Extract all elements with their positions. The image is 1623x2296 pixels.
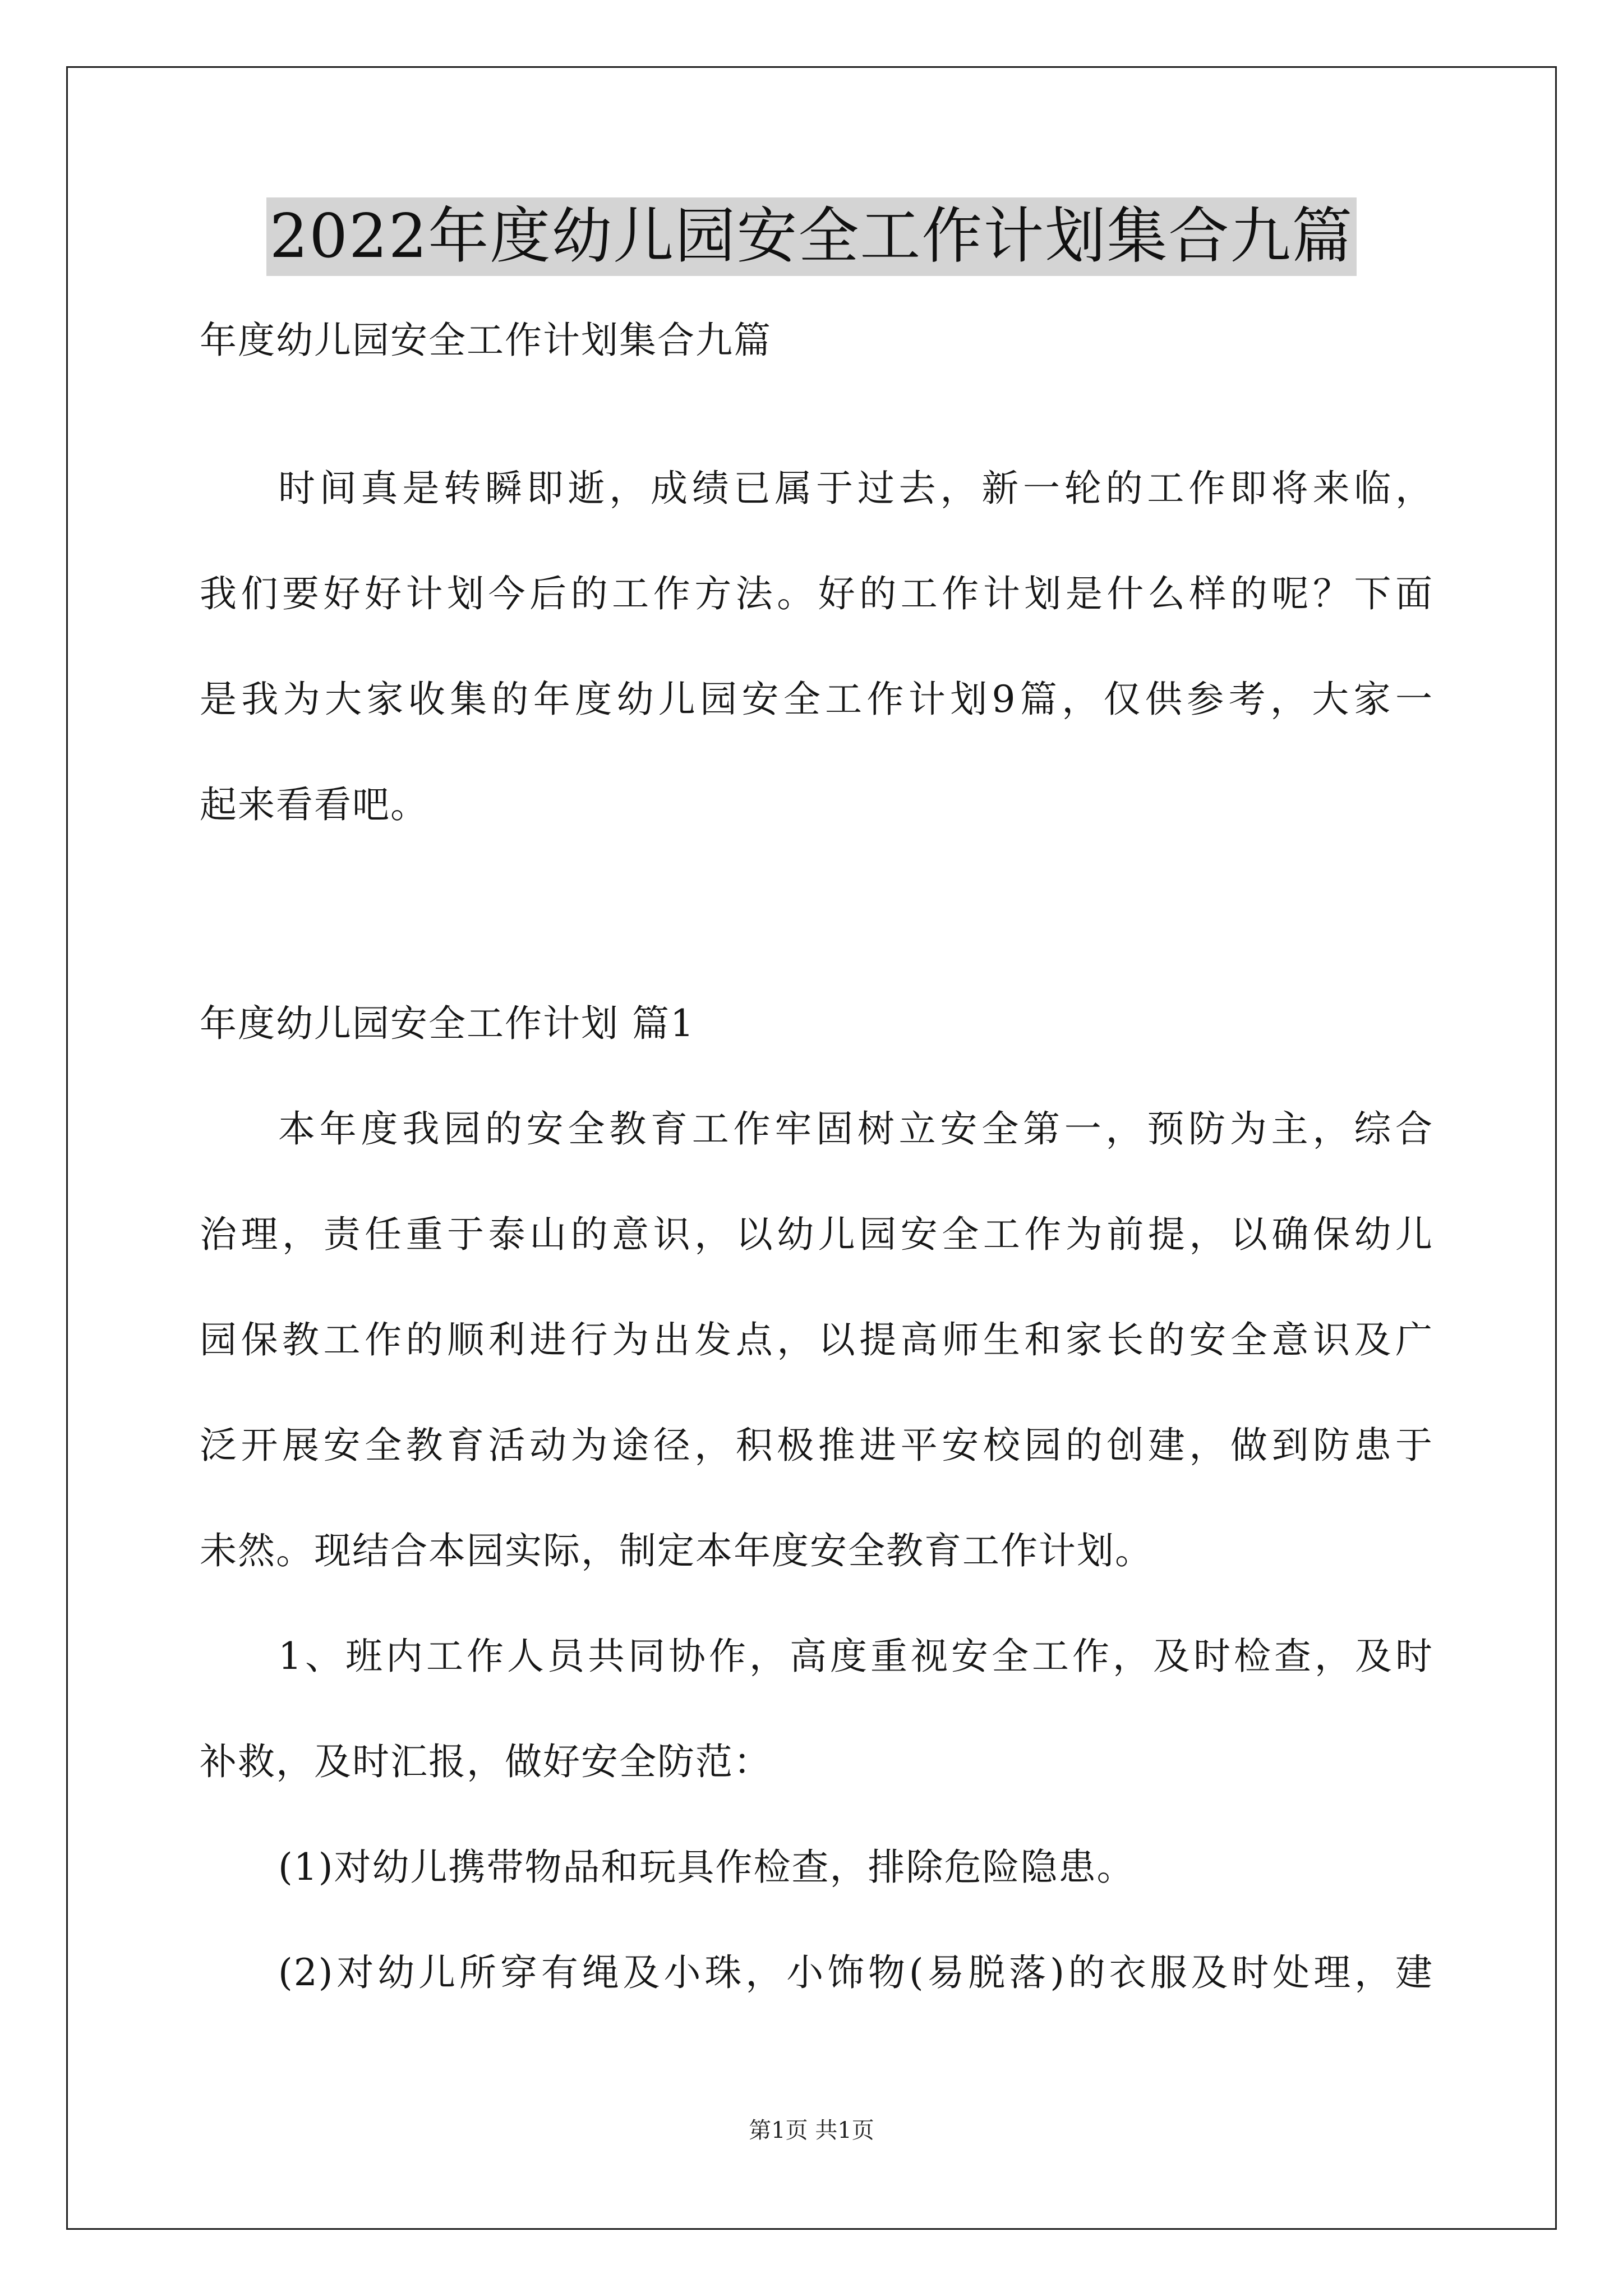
section1-line-1: 本年度我园的安全教育工作牢固树立安全第一，预防为主，综合 <box>278 1107 1433 1151</box>
section1-line-3: 园保教工作的顺利进行为出发点，以提高师生和家长的安全意识及广 <box>200 1318 1433 1361</box>
page-footer: 第1页 共1页 <box>749 2118 874 2143</box>
intro-line-4: 起来看看吧。 <box>200 783 428 826</box>
section1-line-4: 泛开展安全教育活动为途径，积极推进平安校园的创建，做到防患于 <box>200 1424 1433 1467</box>
item1-line-1: 1、班内工作人员共同协作，高度重视安全工作，及时检查，及时 <box>278 1635 1433 1678</box>
intro-line-3: 是我为大家收集的年度幼儿园安全工作计划9篇，仅供参考，大家一 <box>200 678 1433 721</box>
section1-heading: 年度幼儿园安全工作计划 篇1 <box>200 1002 695 1045</box>
document-subtitle: 年度幼儿园安全工作计划集合九篇 <box>200 319 772 362</box>
item1-line-2: 补救，及时汇报，做好安全防范： <box>200 1740 772 1783</box>
section1-line-2: 治理，责任重于泰山的意识，以幼儿园安全工作为前提，以确保幼儿 <box>200 1213 1433 1256</box>
item1-sub1: (1)对幼儿携带物品和玩具作检查，排除危险隐患。 <box>278 1846 1135 1889</box>
item1-sub2: (2)对幼儿所穿有绳及小珠，小饰物(易脱落)的衣服及时处理，建 <box>278 1951 1433 1994</box>
section1-line-5: 未然。现结合本园实际，制定本年度安全教育工作计划。 <box>200 1529 1153 1572</box>
intro-line-1: 时间真是转瞬即逝，成绩已属于过去，新一轮的工作即将来临， <box>278 467 1433 510</box>
intro-line-2: 我们要好好计划今后的工作方法。好的工作计划是什么样的呢？下面 <box>200 572 1433 615</box>
title-container <box>0 197 1623 276</box>
document-title: 2022年度幼儿园安全工作计划集合九篇 <box>266 197 1357 276</box>
